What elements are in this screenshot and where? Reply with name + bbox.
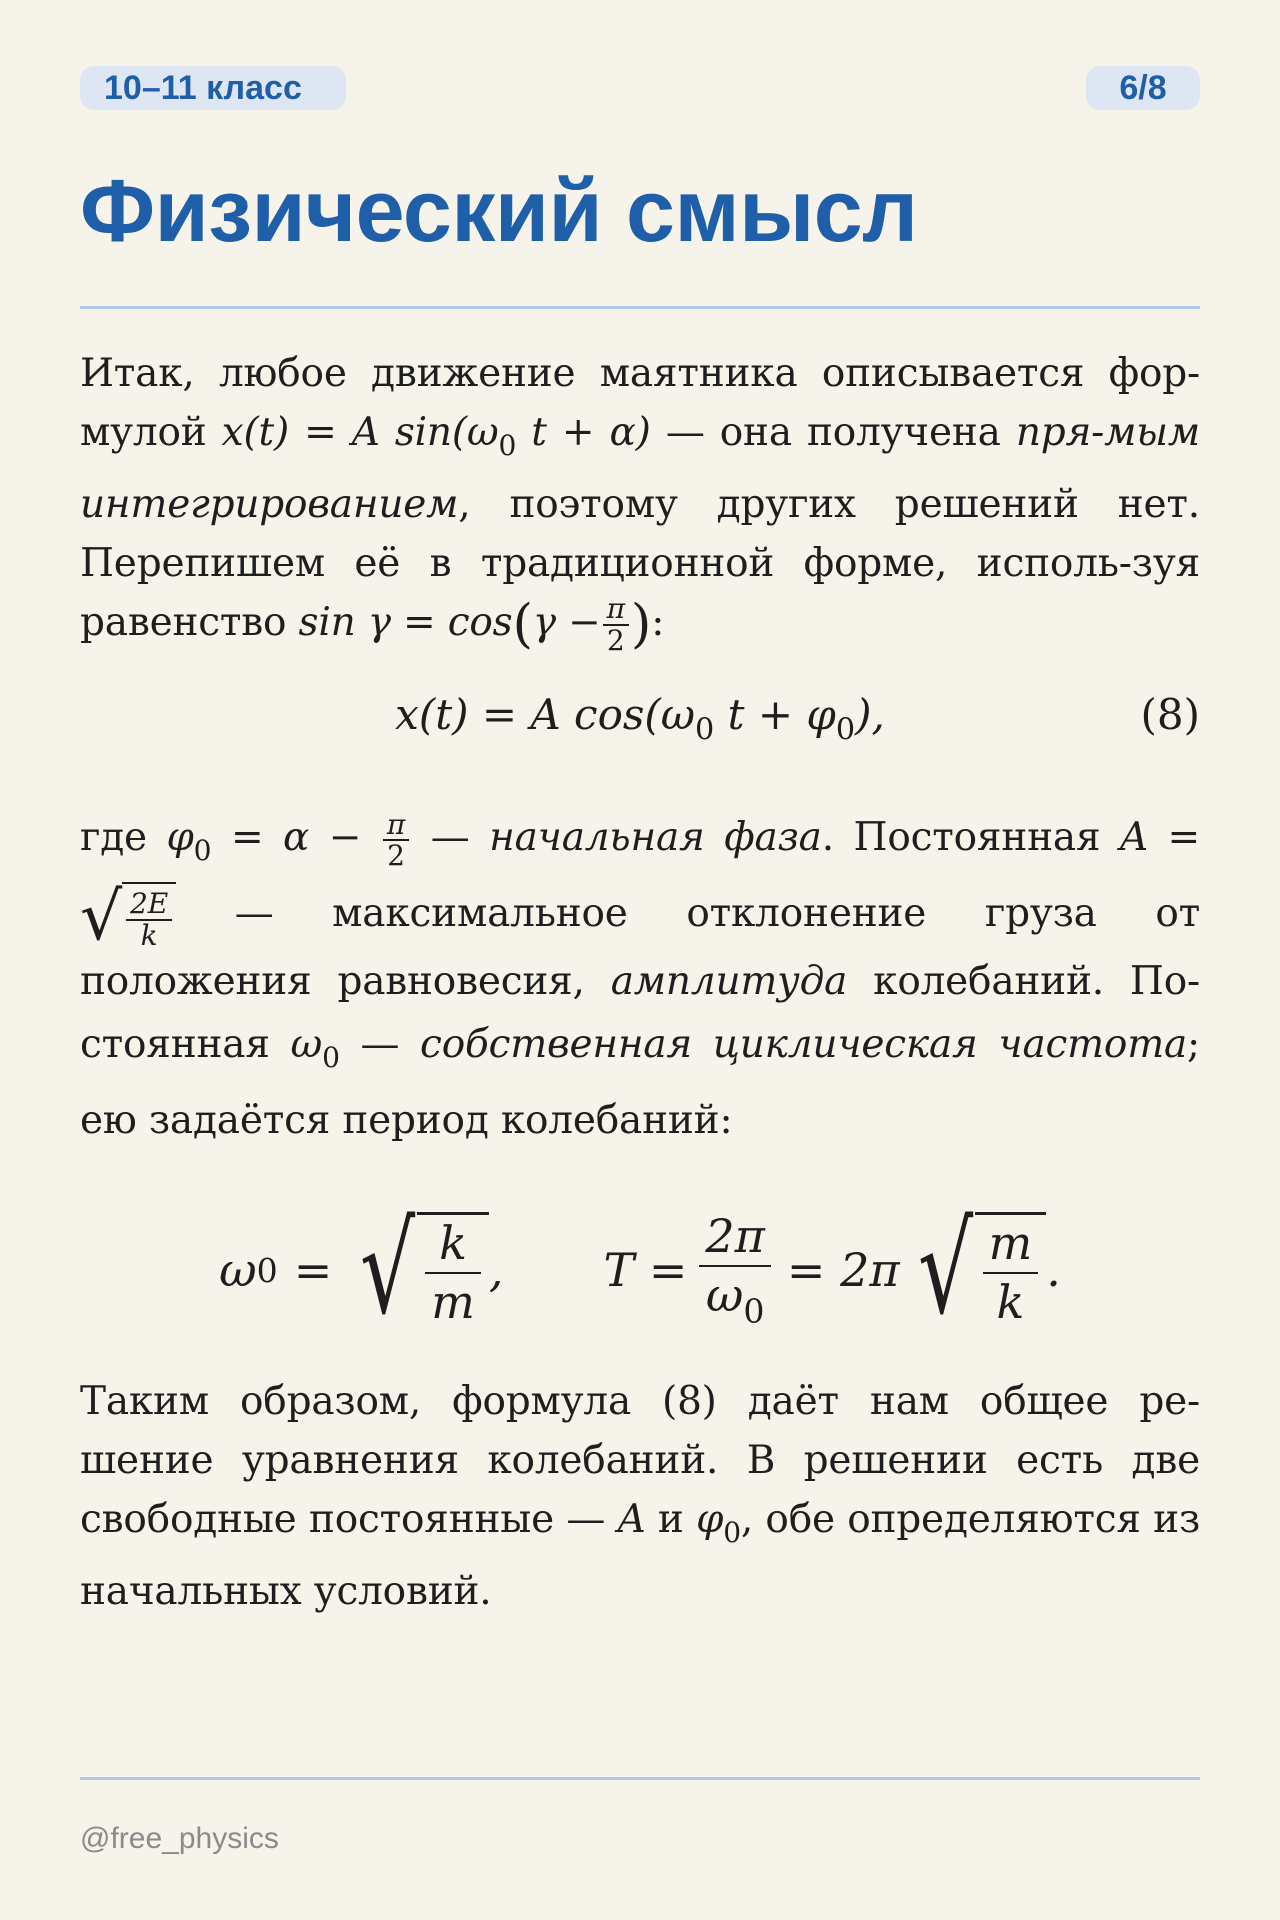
subscript: 0 <box>193 833 212 867</box>
formula-part: A = <box>1119 815 1201 860</box>
footer-handle[interactable]: @free_physics <box>80 1822 279 1855</box>
numerator: m <box>983 1217 1039 1274</box>
paragraph-conclusion <box>80 1372 1200 1621</box>
text: — <box>430 815 470 860</box>
formula-part: x(t) = A sin(ω <box>221 410 499 455</box>
paragraph-intro <box>80 344 1200 655</box>
formula-part: t + φ <box>727 690 836 739</box>
formula-identity: sin γ = cos(γ − $\frac{\pi}{2}$ ) <box>298 592 652 657</box>
equation-8-formula <box>80 690 1200 748</box>
numerator: 2E <box>126 889 172 920</box>
formula-part: = α − <box>230 815 362 860</box>
denominator: 2 <box>387 839 405 872</box>
denominator: m <box>431 1274 475 1329</box>
emphasis: амплитуда <box>610 959 848 1005</box>
text: Таким образом, формула (8) даёт нам общее ре-шение уравнения колебаний. В решении есть две свободные постоянные — <box>80 1379 1200 1542</box>
fraction <box>126 889 172 950</box>
subscript: 0 <box>723 1515 741 1549</box>
text: где <box>80 815 147 860</box>
fraction <box>383 807 409 872</box>
formula-part: , <box>488 1243 504 1297</box>
formula-part: ω <box>219 1243 257 1297</box>
emphasis: собственная циклическая частота <box>420 1022 1188 1068</box>
formula-part: x(t) = A cos(ω <box>395 690 696 739</box>
fraction <box>425 1217 481 1329</box>
paragraph-definitions <box>80 806 1200 1152</box>
divider-top <box>80 306 1200 309</box>
formula-part: . <box>1046 1243 1061 1297</box>
emphasis: пря-мым интегрированием <box>80 410 1200 527</box>
subscript: 0 <box>256 1250 278 1290</box>
subscript: 0 <box>498 428 517 462</box>
formula-part: φ <box>696 1497 724 1542</box>
denominator: k <box>996 1274 1025 1329</box>
text: , обе определяются из начальных условий. <box>80 1497 1201 1614</box>
text: . Постоянная <box>821 815 1101 860</box>
fraction <box>699 1210 771 1331</box>
text: и <box>657 1497 684 1542</box>
page-counter: 6/8 <box>1086 66 1200 110</box>
formula-part: sin γ = cos <box>298 599 513 645</box>
numerator: k <box>425 1217 481 1274</box>
emphasis: начальная фаза <box>489 815 822 860</box>
text: , поэтому других решений нет. Перепишем её в традиционной форме, исполь-зуя равенство <box>80 481 1200 645</box>
formula-part: T = <box>603 1243 688 1297</box>
numerator: π <box>383 810 409 841</box>
formula-A: A <box>617 1497 646 1542</box>
text: ; ею задаётся период колебаний: <box>80 1022 1200 1144</box>
formula-part: = <box>293 1243 333 1297</box>
sqrt: √ $\frac{2E}{k}$ <box>80 882 176 950</box>
formula-phase <box>166 807 412 872</box>
equation-period-formula <box>80 1190 1200 1350</box>
grade-badge: 10–11 класс <box>80 66 346 110</box>
fraction <box>983 1217 1039 1329</box>
formula-part: ω <box>705 1267 744 1322</box>
formula-part: = 2π <box>786 1243 900 1297</box>
formula-part: t + α) <box>531 410 651 455</box>
subscript: 0 <box>695 712 715 748</box>
top-bar <box>80 66 1200 110</box>
formula-sin <box>221 410 651 462</box>
page-title: Физический смысл <box>80 161 918 260</box>
subscript: 0 <box>322 1041 340 1075</box>
text: — <box>360 1022 400 1068</box>
formula-part: γ − <box>532 599 601 645</box>
text: : <box>651 599 665 645</box>
subscript: 0 <box>743 1291 765 1331</box>
formula-phi <box>696 1497 741 1549</box>
sqrt: √ $\frac{k}{m}$ <box>348 1208 489 1332</box>
text: — она получена <box>665 410 1001 455</box>
subscript: 0 <box>835 712 856 748</box>
divider-bottom <box>80 1777 1200 1780</box>
formula-part: φ <box>166 815 194 860</box>
equation-period <box>80 1190 1200 1350</box>
text: колебаний. По-стоянная <box>80 959 1200 1068</box>
formula-part: ω <box>290 1022 323 1068</box>
fraction <box>603 594 629 655</box>
numerator: π <box>603 594 629 625</box>
text: — максимальное отклонение груза от положения равновесия, <box>80 891 1201 1005</box>
denominator: k <box>140 918 158 952</box>
denominator: 2 <box>606 623 625 657</box>
sqrt: √ $\frac{m}{k}$ <box>906 1208 1047 1332</box>
equation-8 <box>80 690 1200 750</box>
equation-number: (8) <box>1140 690 1200 739</box>
formula-omega <box>290 1022 340 1075</box>
formula-part: ), <box>855 690 885 739</box>
numerator: 2π <box>699 1210 771 1267</box>
text: Итак, любое движение маятника описывается фор-мулой <box>80 351 1200 455</box>
denominator <box>699 1267 771 1331</box>
